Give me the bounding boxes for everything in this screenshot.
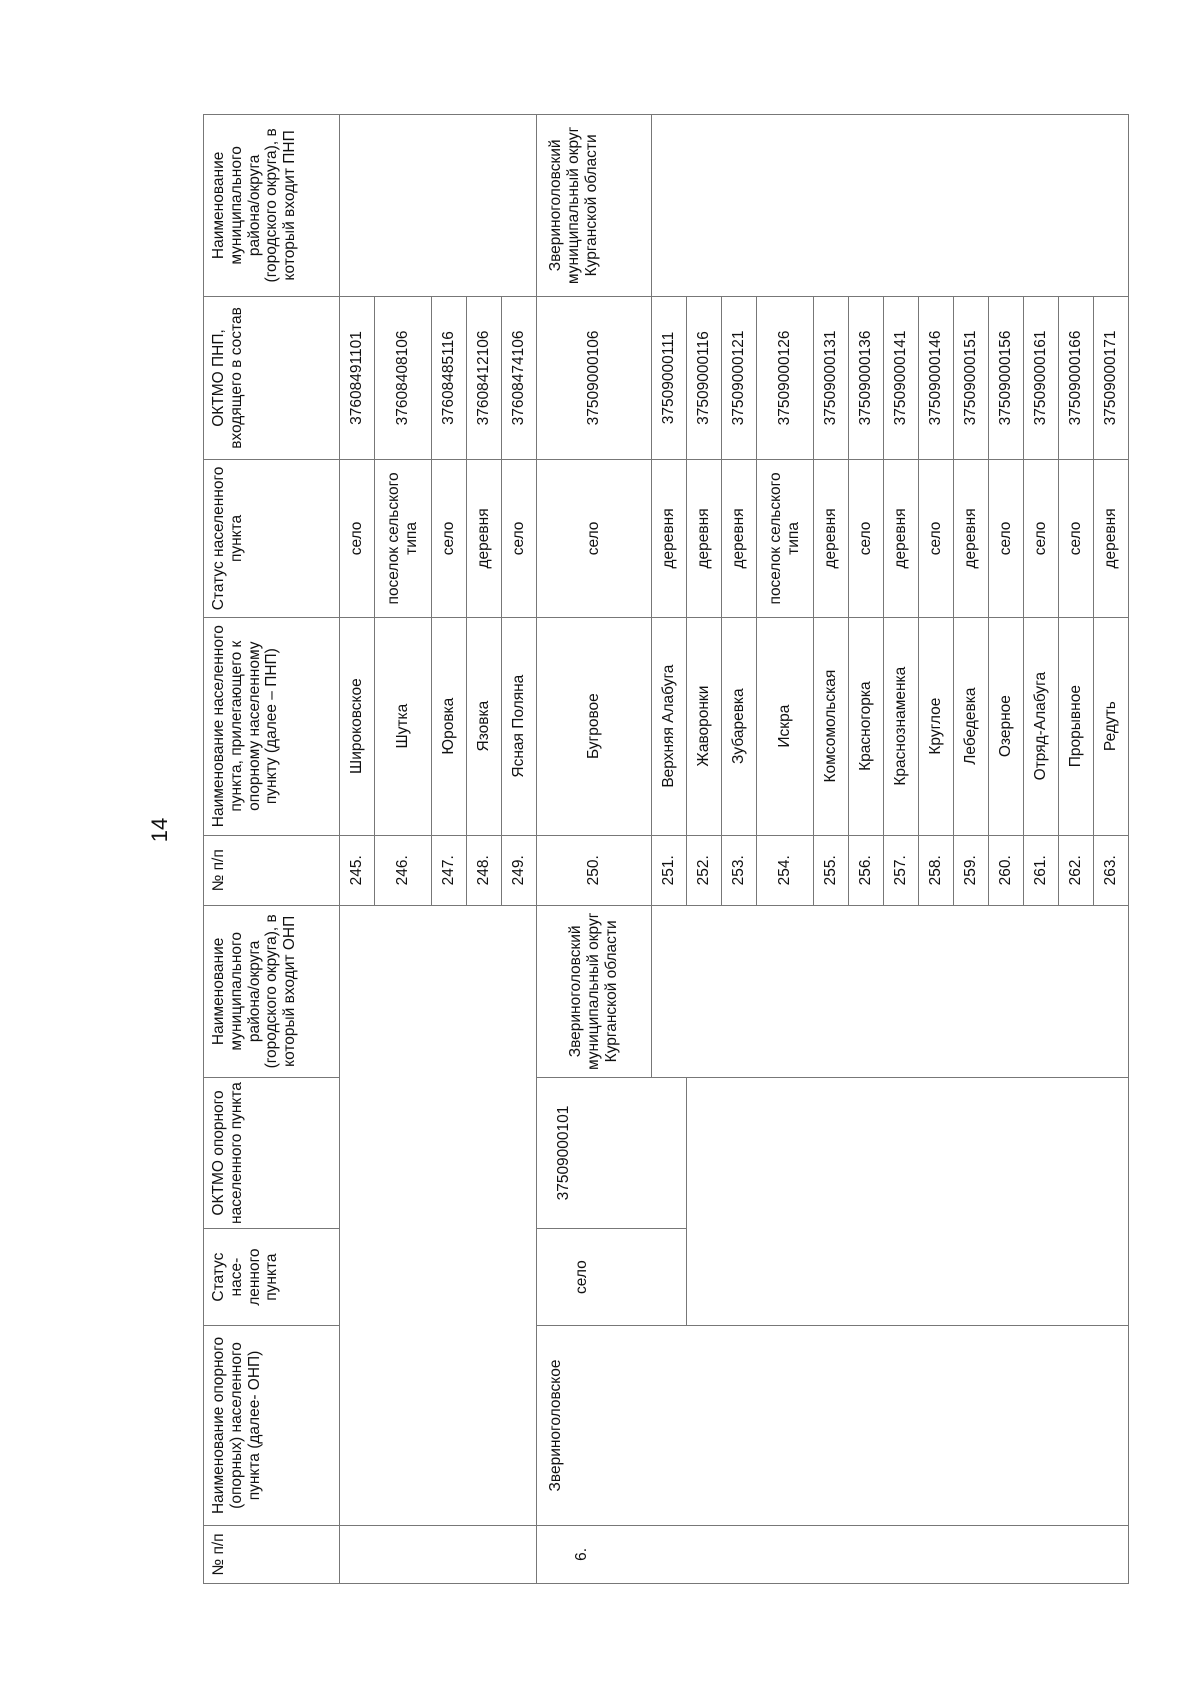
row-oktmo: 37509000126 <box>756 296 813 459</box>
row-status: деревня <box>813 460 848 617</box>
row-oktmo: 37509000106 <box>536 296 651 459</box>
row-status: село <box>1023 460 1058 617</box>
row-num: 260. <box>988 835 1023 905</box>
row-status: село <box>918 460 953 617</box>
row-status: деревня <box>1093 460 1128 617</box>
onp-prev-num-cell <box>340 1525 537 1583</box>
row-num: 253. <box>721 835 756 905</box>
row-oktmo: 37608408106 <box>375 296 432 459</box>
page-number: 14 <box>147 817 172 843</box>
row-status: поселок сельского типа <box>375 460 432 617</box>
header-right-num: № п/п <box>204 835 340 905</box>
row-num: 251. <box>651 835 686 905</box>
onp-group-oktmo: 37509000101 <box>536 1077 686 1228</box>
table-wrapper <box>203 114 1129 1584</box>
table-rotation-frame <box>203 114 1129 1584</box>
settlements-table <box>203 114 1129 1584</box>
row-name: Прорывное <box>1058 617 1093 835</box>
row-name: Лебедевка <box>953 617 988 835</box>
row-name: Редуть <box>1093 617 1128 835</box>
row-status: деревня <box>651 460 686 617</box>
row-num: 250. <box>536 835 651 905</box>
row-num: 248. <box>466 835 501 905</box>
row-status: деревня <box>721 460 756 617</box>
row-oktmo: 37608412106 <box>466 296 501 459</box>
row-oktmo: 37509000171 <box>1093 296 1128 459</box>
row-oktmo: 37608491101 <box>340 296 375 459</box>
row-status: село <box>536 460 651 617</box>
row-name: Краснознаменка <box>883 617 918 835</box>
pnp-empty-district <box>651 115 1128 297</box>
row-num: 256. <box>848 835 883 905</box>
row-num: 245. <box>340 835 375 905</box>
header-onp-district: Наименование муниципального района/округа (городского округа), в который входит ОНП <box>204 905 340 1077</box>
onp-group-num: 6. <box>536 1525 1128 1583</box>
row-num: 255. <box>813 835 848 905</box>
row-num: 258. <box>918 835 953 905</box>
row-oktmo: 37608474106 <box>501 296 536 459</box>
row-oktmo: 37509000141 <box>883 296 918 459</box>
row-num: 247. <box>431 835 466 905</box>
row-oktmo: 37509000131 <box>813 296 848 459</box>
row-name: Озерное <box>988 617 1023 835</box>
row-oktmo: 37509000151 <box>953 296 988 459</box>
header-onp-oktmo: ОКТМО опорного населенного пункта <box>204 1077 340 1228</box>
onp-empty-block <box>686 1077 1128 1325</box>
row-status: деревня <box>883 460 918 617</box>
header-pnp-status: Статус населенного пункта <box>204 460 340 617</box>
row-num: 263. <box>1093 835 1128 905</box>
row-status: село <box>988 460 1023 617</box>
row-name: Жаворонки <box>686 617 721 835</box>
row-name: Шутка <box>375 617 432 835</box>
header-left-num: № п/п <box>204 1525 340 1583</box>
row-num: 261. <box>1023 835 1058 905</box>
row-oktmo: 37509000166 <box>1058 296 1093 459</box>
row-oktmo: 37509000116 <box>686 296 721 459</box>
row-name: Юровка <box>431 617 466 835</box>
row-status: село <box>340 460 375 617</box>
pnp-group-district: Звериноголовский муниципальный округ Курганской области <box>536 115 651 297</box>
header-pnp-oktmo: ОКТМО ПНП, входящего в состав <box>204 296 340 459</box>
header-pnp-name: Наименование населенного пункта, прилегающего к опорному населенному пункту (далее – ПНП) <box>204 617 340 835</box>
row-name: Зубаревка <box>721 617 756 835</box>
row-status: деревня <box>466 460 501 617</box>
row-status: село <box>848 460 883 617</box>
row-status: село <box>501 460 536 617</box>
row-oktmo: 37509000111 <box>651 296 686 459</box>
onp-group-status: село <box>536 1229 686 1326</box>
row-status: село <box>431 460 466 617</box>
row-name: Широковское <box>340 617 375 835</box>
row-name: Комсомольская <box>813 617 848 835</box>
row-num: 252. <box>686 835 721 905</box>
table-row <box>536 115 651 1584</box>
row-num: 259. <box>953 835 988 905</box>
header-pnp-district: Наименование муниципального района/округа (городского округа), в который входит ПНП <box>204 115 340 297</box>
row-status: село <box>1058 460 1093 617</box>
row-name: Бугровое <box>536 617 651 835</box>
row-status: деревня <box>686 460 721 617</box>
row-name: Верхняя Алабуга <box>651 617 686 835</box>
table-row <box>340 115 375 1584</box>
header-row <box>204 115 340 1584</box>
row-name: Искра <box>756 617 813 835</box>
onp-group-name: Звериноголовское <box>536 1326 1128 1526</box>
row-name: Отряд-Алабуга <box>1023 617 1058 835</box>
row-name: Ясная Поляна <box>501 617 536 835</box>
row-name: Круглое <box>918 617 953 835</box>
row-status: деревня <box>953 460 988 617</box>
row-status: поселок сельского типа <box>756 460 813 617</box>
header-onp-name: Наименование опорного (опорных) населенного пункта (далее- ОНП) <box>204 1326 340 1526</box>
onp-prev-group-cell <box>340 905 537 1525</box>
row-num: 249. <box>501 835 536 905</box>
pnp-prev-district-cell <box>340 115 537 297</box>
row-oktmo: 37509000136 <box>848 296 883 459</box>
row-num: 257. <box>883 835 918 905</box>
row-num: 246. <box>375 835 432 905</box>
row-oktmo: 37509000156 <box>988 296 1023 459</box>
onp-group-district: Звериноголовский муниципальный округ Курганской области <box>536 905 651 1077</box>
row-name: Красногорка <box>848 617 883 835</box>
row-oktmo: 37509000161 <box>1023 296 1058 459</box>
row-num: 262. <box>1058 835 1093 905</box>
row-num: 254. <box>756 835 813 905</box>
header-onp-status: Статус насе-ленного пункта <box>204 1229 340 1326</box>
row-oktmo: 37509000121 <box>721 296 756 459</box>
row-oktmo: 37608485116 <box>431 296 466 459</box>
row-oktmo: 37509000146 <box>918 296 953 459</box>
row-name: Язовка <box>466 617 501 835</box>
onp-empty-district <box>651 905 1128 1077</box>
